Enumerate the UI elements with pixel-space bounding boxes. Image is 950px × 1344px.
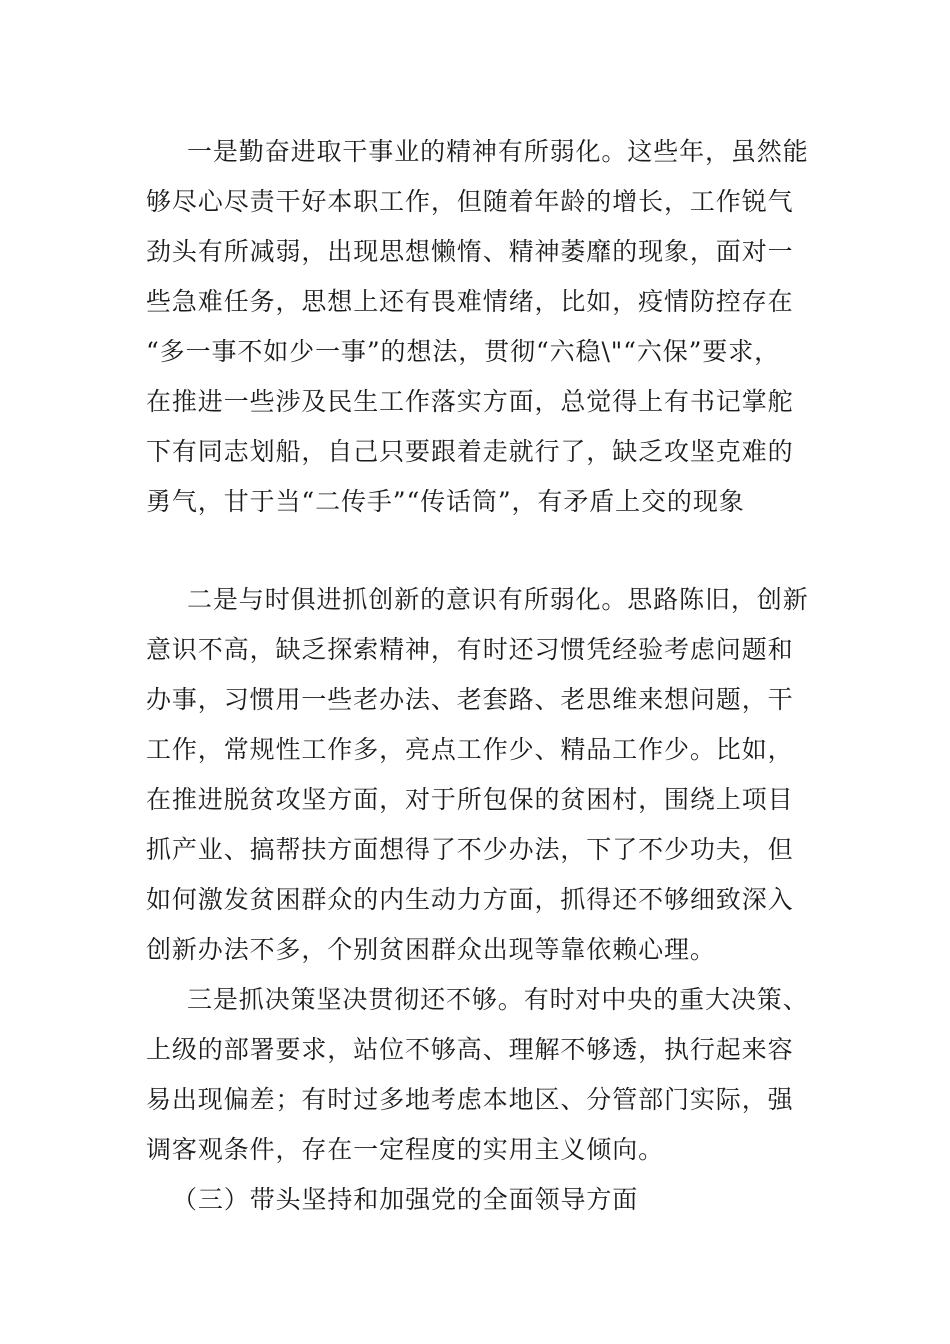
paragraph-line: 一是勤奋进取干事业的精神有所弱化。这些年，虽然能 (187, 137, 809, 166)
paragraph-line: 劲头有所减弱，出现思想懒惰、精神萎靡的现象，面对一 (146, 237, 794, 266)
paragraph-line: 下有同志划船，自己只要跟着走就行了，缺乏攻坚克难的 (146, 437, 794, 466)
paragraph-line: 够尽心尽责干好本职工作，但随着年龄的增长，工作锐气 (146, 187, 794, 216)
paragraph-line: 在推进一些涉及民生工作落实方面，总觉得上有书记掌舵 (146, 387, 794, 416)
paragraph-line: 办事，习惯用一些老办法、老套路、老思维来想问题，干 (146, 685, 794, 714)
paragraph-line: 意识不高，缺乏探索精神，有时还习惯凭经验考虑问题和 (146, 635, 794, 664)
paragraph-line: 三是抓决策坚决贯彻还不够。有时对中央的重大决策、 (187, 985, 809, 1014)
paragraph-line: 易出现偏差；有时过多地考虑本地区、分管部门实际，强 (146, 1085, 794, 1114)
paragraph-line: 创新办法不多，个别贫困群众出现等靠依赖心理。 (146, 935, 716, 964)
paragraph-line: 二是与时俱进抓创新的意识有所弱化。思路陈旧，创新 (187, 585, 809, 614)
paragraph-line: 在推进脱贫攻坚方面，对于所包保的贫困村，围绕上项目 (146, 785, 794, 814)
paragraph-line: 如何激发贫困群众的内生动力方面，抓得还不够细致深入 (146, 885, 794, 914)
paragraph-line: 上级的部署要求，站位不够高、理解不够透，执行起来容 (146, 1035, 794, 1064)
paragraph-line: 抓产业、搞帮扶方面想得了不少办法，下了不少功夫，但 (146, 835, 794, 864)
paragraph-line: 工作，常规性工作多，亮点工作少、精品工作少。比如， (146, 735, 794, 764)
paragraph-line: 些急难任务，思想上还有畏难情绪，比如，疫情防控存在 (146, 287, 794, 316)
paragraph-line: 勇气，甘于当“二传手”“传话筒”，有矛盾上交的现象 (146, 487, 745, 516)
paragraph-line: “多一事不如少一事”的想法，贯彻“六稳\"“六保”要求， (146, 337, 781, 366)
section-heading-text: （三）带头坚持和加强党的全面领导方面 (172, 1185, 639, 1214)
paragraph-line: 调客观条件，存在一定程度的实用主义倾向。 (146, 1135, 665, 1164)
